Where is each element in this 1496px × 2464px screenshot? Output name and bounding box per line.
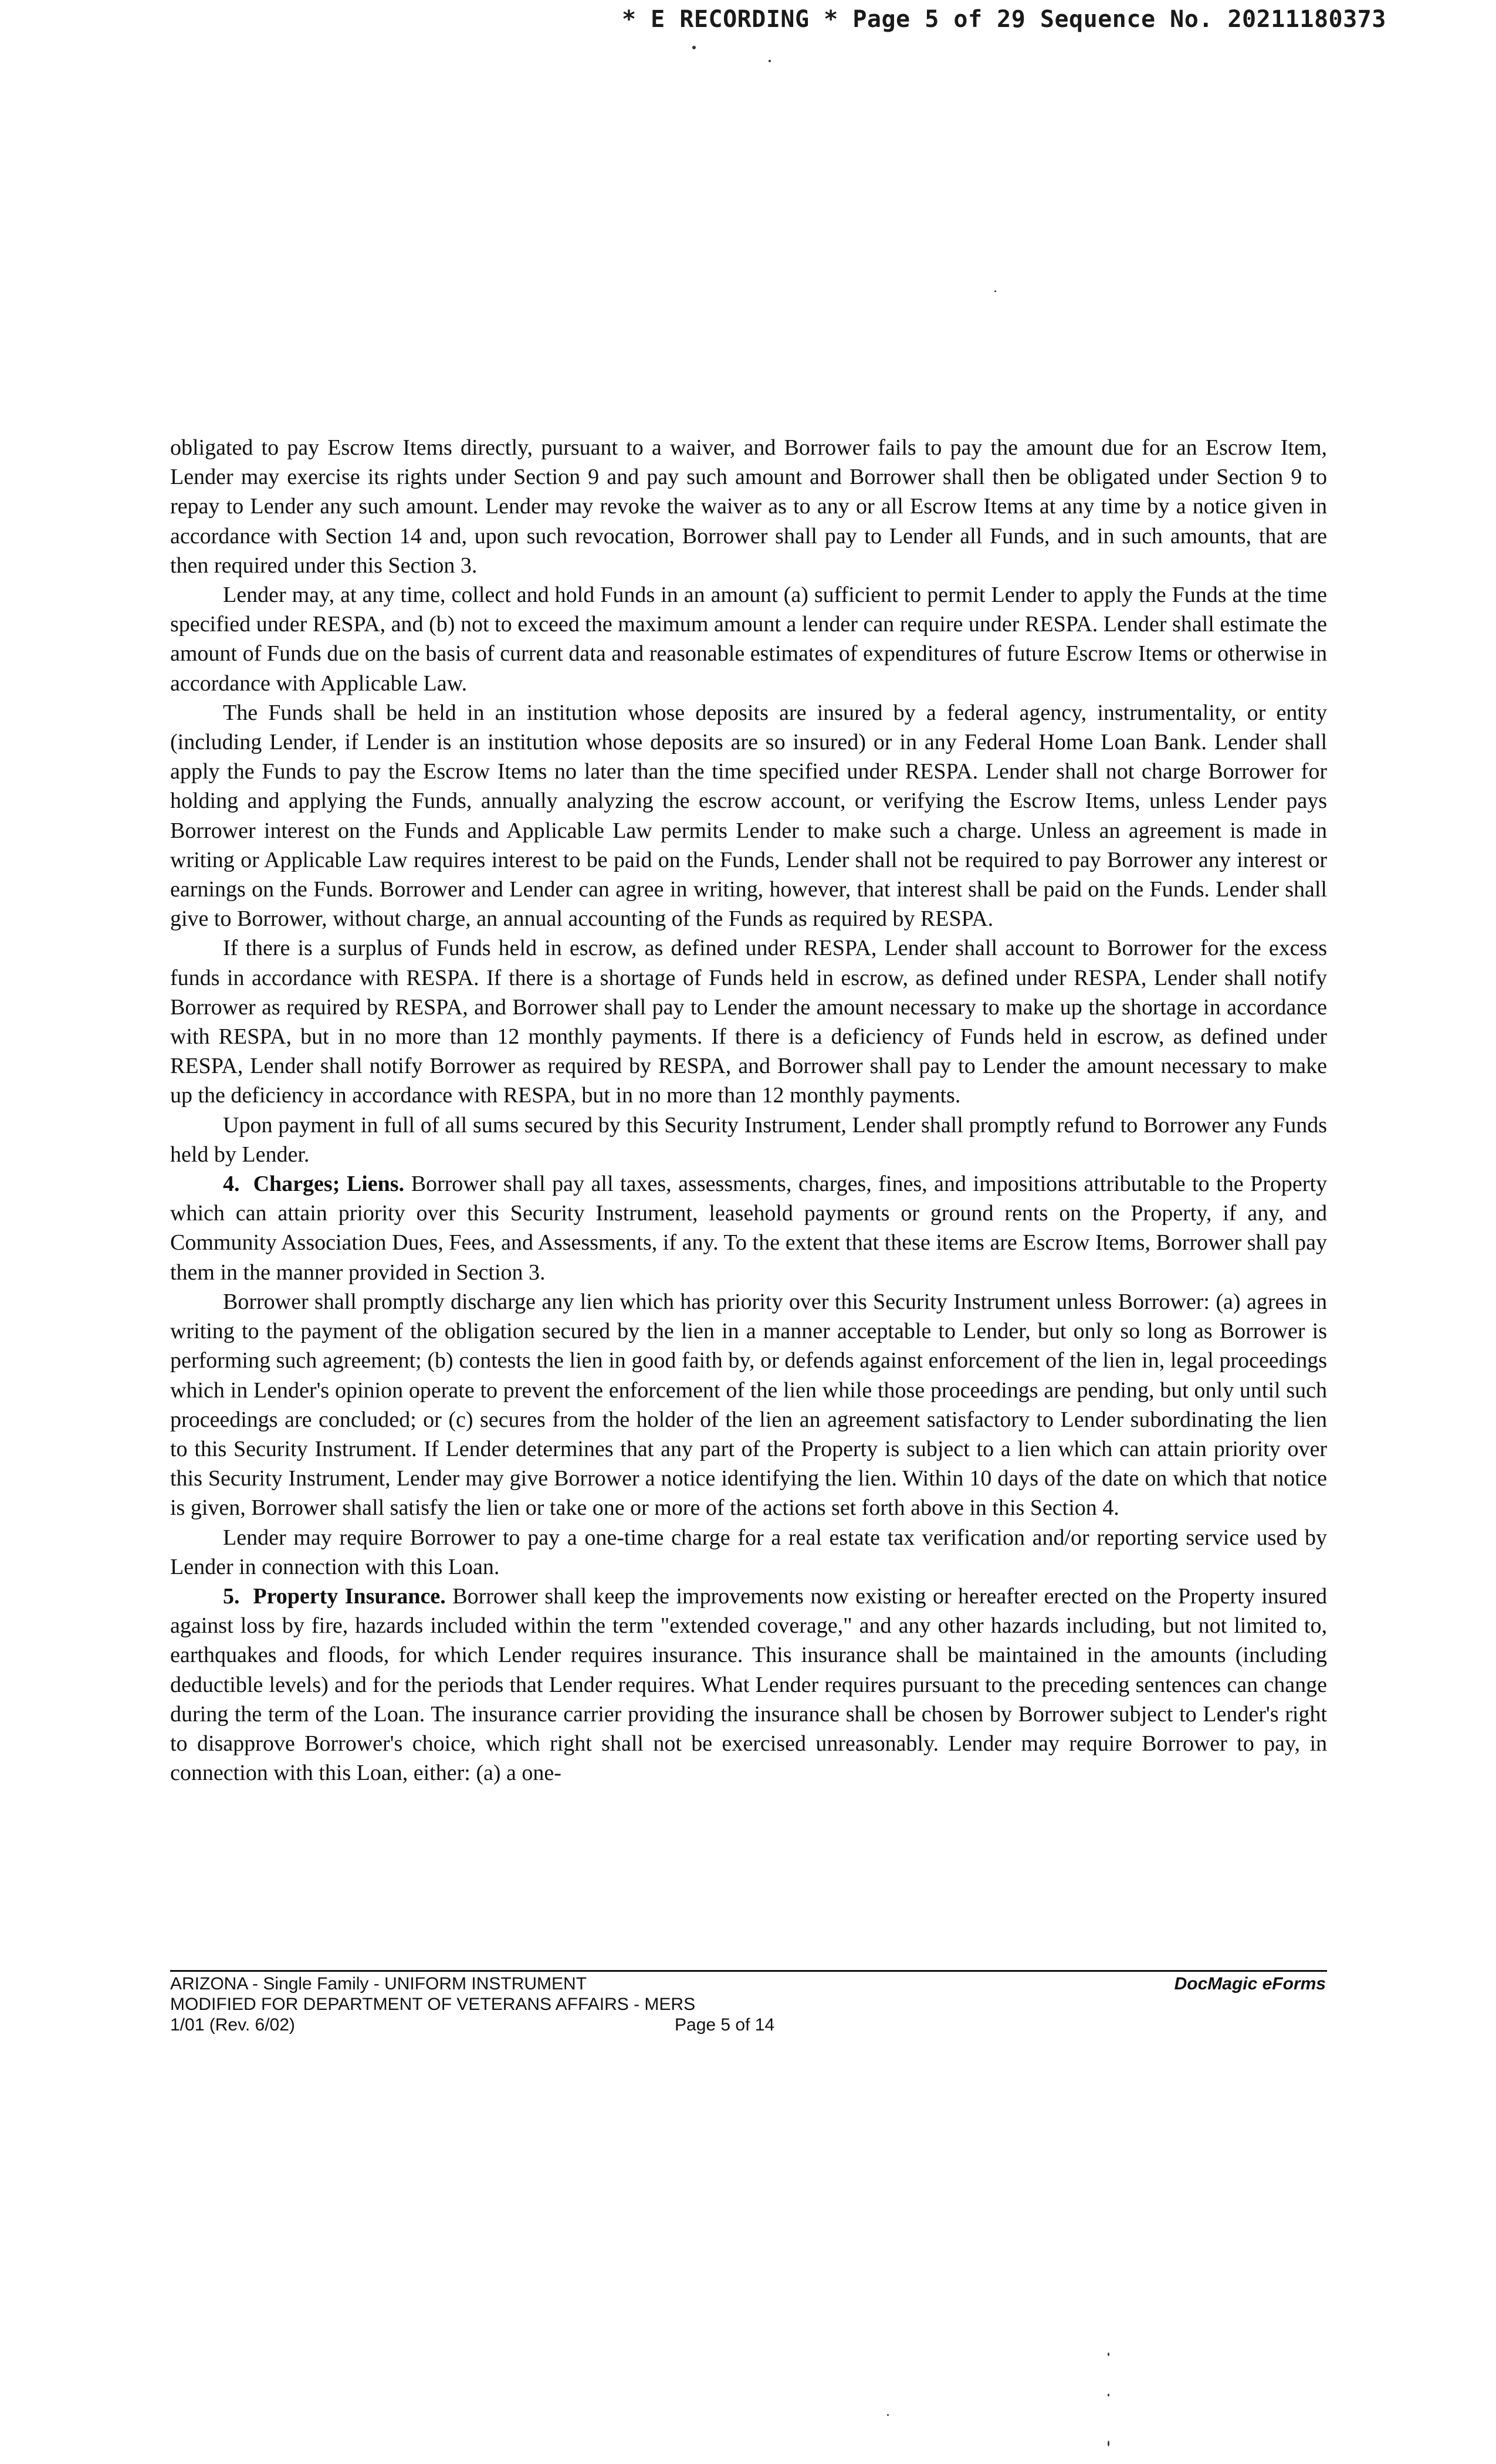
footer-line-2: MODIFIED FOR DEPARTMENT OF VETERANS AFFAIRS - MERS <box>170 1995 696 2014</box>
section-4-number: 4. <box>223 1172 240 1197</box>
scan-speck <box>994 290 996 292</box>
section-5-heading: Property Insurance. <box>253 1583 446 1609</box>
section-5-number: 5. <box>223 1583 240 1609</box>
scan-speck <box>692 46 696 49</box>
paragraph-surplus: If there is a surplus of Funds held in escrow, as defined under RESPA, Lender shall account to Borrower for the excess funds in accordance with RESPA. If there is a shortage of Funds held in escrow, as defined under RESPA, Lender shall notify Borrower as required by RESPA, and Borrower shall pay to Lender the amount necessary to make up the shortage in accordance with RESPA, but in no more than 12 monthly payments. If there is a deficiency of Funds held in escrow, as defined under RESPA, Lender shall notify Borrower as required by RESPA, and Borrower shall pay to Lender the amount necessary to make up the deficiency in accordance with RESPA, but in no more than 12 monthly payments. <box>170 936 1327 1108</box>
footer-brand-logo: DocMagic eForms <box>1174 1974 1326 1993</box>
section-4-charges-liens <box>170 1169 1327 1287</box>
section-4-heading: Charges; Liens. <box>253 1172 405 1197</box>
scan-speck <box>887 2414 889 2416</box>
scan-speck <box>1108 2353 1109 2356</box>
paragraph-funds-held: The Funds shall be held in an institution whose deposits are insured by a federal agency, instrumentality, or entity (including Lender, if Lender is an institution whose deposits are so insured) or in any Federal Home Loan Bank. Lender shall apply the Funds to pay the Escrow Items no later than the time specified under RESPA. Lender shall not charge Borrower for holding and applying the Funds, annually analyzing the escrow account, or verifying the Escrow Items, unless Lender pays Borrower interest on the Funds and Applicable Law permits Lender to make such a charge. Unless an agreement is made in writing or Applicable Law requires interest to be paid on the Funds, Lender shall not be required to pay Borrower any interest or earnings on the Funds. Borrower and Lender can agree in writing, however, that interest shall be paid on the Funds. Lender shall give to Borrower, without charge, an annual accounting of the Funds as required by RESPA. <box>170 700 1327 932</box>
scan-speck <box>1108 2394 1109 2397</box>
document-body <box>170 433 1327 1788</box>
footer-divider <box>170 1970 1327 1972</box>
footer-form-info <box>170 1974 695 2035</box>
footer-line-3: 1/01 (Rev. 6/02) <box>170 2015 295 2035</box>
paragraph-collect-funds: Lender may, at any time, collect and hold Funds in an amount (a) sufficient to permit Lender to apply the Funds at the time specified under RESPA, and (b) not to exceed the maximum amount a lender can require under RESPA. Lender shall estimate the amount of Funds due on the basis of current data and reasonable estimates of expenditures of future Escrow Items or otherwise in accordance with Applicable Law. <box>170 583 1327 696</box>
paragraph-refund: Upon payment in full of all sums secured by this Security Instrument, Lender shall promptly refund to Borrower any Funds held by Lender. <box>170 1112 1327 1167</box>
scan-speck <box>769 60 771 62</box>
footer-line-1: ARIZONA - Single Family - UNIFORM INSTRUMENT <box>170 1974 587 1993</box>
section-5-text: Borrower shall keep the improvements now existing or hereafter erected on the Property insured against loss by fire, hazards included within the term "extended coverage," and any other hazards including, but not limited to, earthquakes and floods, for which Lender requires insurance. This insurance shall be maintained in the amounts (including deductible levels) and for the periods that Lender requires. What Lender requires pursuant to the preceding sentences can change during the term of the Loan. The insurance carrier providing the insurance shall be chosen by Borrower subject to Lender's right to disapprove Borrower's choice, which right shall not be exercised unreasonably. Lender may require Borrower to pay, in connection with this Loan, either: (a) a one- <box>170 1583 1327 1786</box>
recording-header: * E RECORDING * Page 5 of 29 Sequence No. 20211180373 <box>622 6 1386 33</box>
section-5-property-insurance <box>170 1582 1327 1788</box>
scan-speck <box>1108 2441 1109 2446</box>
section-4-text: Borrower shall pay all taxes, assessments, charges, fines, and impositions attributable to the Property which can attain priority over this Security Instrument, leasehold payments or ground rents on the Property, if any, and Community Association Dues, Fees, and Assessments, if any. To the extent that these items are Escrow Items, Borrower shall pay them in the manner provided in Section 3. <box>170 1172 1328 1285</box>
paragraph-discharge-lien: Borrower shall promptly discharge any lien which has priority over this Security Instrument unless Borrower: (a) agrees in writing to the payment of the obligation secured by the lien in a manner acceptable to Lender, but only so long as Borrower is performing such agreement; (b) contests the lien in good faith by, or defends against enforcement of the lien in, legal proceedings which in Lender's opinion operate to prevent the enforcement of the lien while those proceedings are pending, but only until such proceedings are concluded; or (c) secures from the holder of the lien an agreement satisfactory to Lender subordinating the lien to this Security Instrument. If Lender determines that any part of the Property is subject to a lien which can attain priority over this Security Instrument, Lender may give Borrower a notice identifying the lien. Within 10 days of the date on which that notice is given, Borrower shall satisfy the lien or take one or more of the actions set forth above in this Section 4. <box>170 1289 1327 1521</box>
footer-page-number: Page 5 of 14 <box>675 2015 775 2035</box>
paragraph-escrow-waiver: obligated to pay Escrow Items directly, pursuant to a waiver, and Borrower fails to pay the amount due for an Escrow Item, Lender may exercise its rights under Section 9 and pay such amount and Borrower shall then be obligated under Section 9 to repay to Lender any such amount. Lender may revoke the waiver as to any or all Escrow Items at any time by a notice given in accordance with Section 14 and, upon such revocation, Borrower shall pay to Lender all Funds, and in such amounts, that are then required under this Section 3. <box>170 435 1327 578</box>
paragraph-tax-verification: Lender may require Borrower to pay a one-time charge for a real estate tax verification and/or reporting service used by Lender in connection with this Loan. <box>170 1525 1327 1579</box>
